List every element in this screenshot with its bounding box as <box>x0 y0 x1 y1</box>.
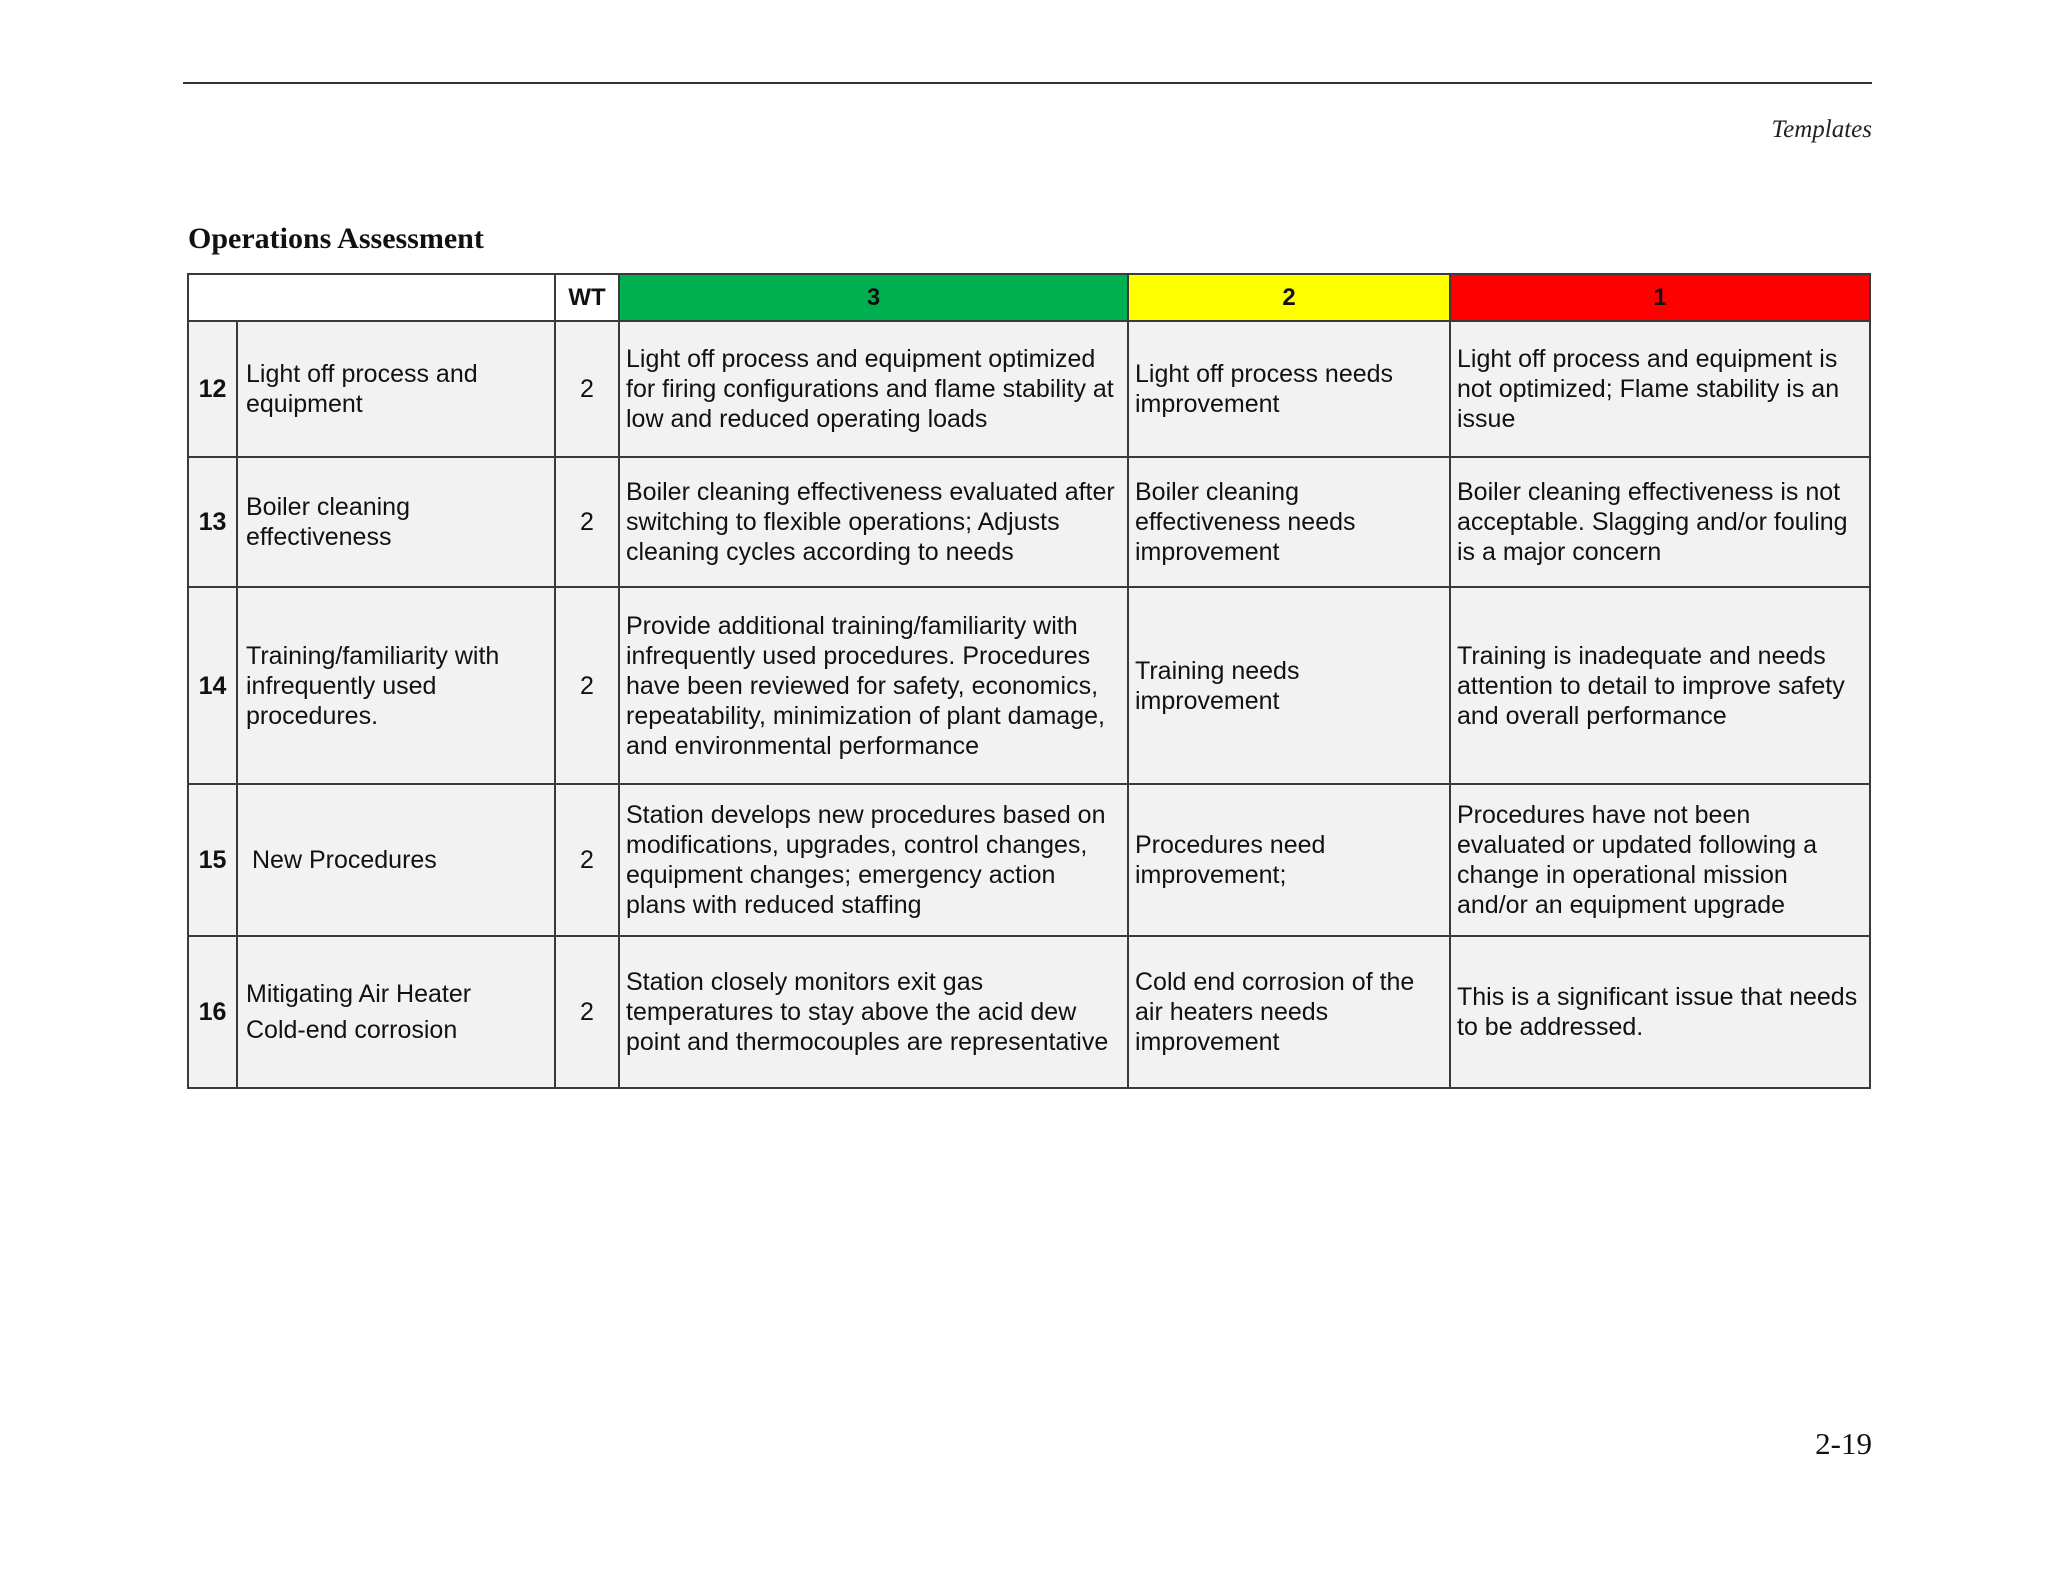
row-item: Light off process and equipment <box>237 321 555 457</box>
row-item-line-1: Mitigating Air Heater <box>246 980 472 1008</box>
row-item: Training/familiarity with infrequently used procedures. <box>237 587 555 784</box>
row-weight: 2 <box>555 587 619 784</box>
table-row <box>188 457 1870 587</box>
row-number: 14 <box>188 587 237 784</box>
operations-assessment-table <box>187 273 1871 1089</box>
row-weight: 2 <box>555 457 619 587</box>
row-score-2-text: Cold end corrosion of the air heaters needs improvement <box>1128 936 1450 1088</box>
row-score-2-text: Boiler cleaning effectiveness needs improvement <box>1128 457 1450 587</box>
page-number: 2-19 <box>1815 1426 1872 1461</box>
row-weight: 2 <box>555 784 619 936</box>
row-score-2-text: Light off process needs improvement <box>1128 321 1450 457</box>
row-score-3-text: Provide additional training/familiarity with infrequently used procedures. Procedures have been reviewed for safety, economics, repeatability, minimization of plant damage, and environmental performance <box>619 587 1128 784</box>
row-number: 15 <box>188 784 237 936</box>
row-score-3-text: Boiler cleaning effectiveness evaluated after switching to flexible operations; Adjusts cleaning cycles according to needs <box>619 457 1128 587</box>
header-wt: WT <box>555 274 619 321</box>
row-score-3-text: Station closely monitors exit gas temperatures to stay above the acid dew point and thermocouples are representative <box>619 936 1128 1088</box>
row-score-3-text: Station develops new procedures based on modifications, upgrades, control changes, equipment changes; emergency action plans with reduced staffing <box>619 784 1128 936</box>
row-weight: 2 <box>555 321 619 457</box>
row-score-3-text: Light off process and equipment optimized for firing configurations and flame stability at low and reduced operating loads <box>619 321 1128 457</box>
row-score-1-text: Boiler cleaning effectiveness is not acceptable. Slagging and/or fouling is a major concern <box>1450 457 1870 587</box>
row-score-2-text: Training needs improvement <box>1128 587 1450 784</box>
row-number: 12 <box>188 321 237 457</box>
row-weight: 2 <box>555 936 619 1088</box>
header-score-1: 1 <box>1450 274 1870 321</box>
row-item: Boiler cleaning effectiveness <box>237 457 555 587</box>
row-score-1-text: This is a significant issue that needs to be addressed. <box>1450 936 1870 1088</box>
header-blank-cell <box>188 274 555 321</box>
row-score-2-text: Procedures need improvement; <box>1128 784 1450 936</box>
table-row <box>188 587 1870 784</box>
row-score-1-text: Procedures have not been evaluated or updated following a change in operational mission and/or an equipment upgrade <box>1450 784 1870 936</box>
header-score-2: 2 <box>1128 274 1450 321</box>
table-row <box>188 936 1870 1088</box>
header-rule <box>183 82 1872 84</box>
section-title: Operations Assessment <box>188 222 484 255</box>
table-row <box>188 321 1870 457</box>
row-item: New Procedures <box>237 784 555 936</box>
row-number: 13 <box>188 457 237 587</box>
table-header-row <box>188 274 1870 321</box>
running-head: Templates <box>1771 116 1872 143</box>
header-score-3: 3 <box>619 274 1128 321</box>
table-row <box>188 784 1870 936</box>
row-item <box>237 936 555 1088</box>
row-item-line-2: Cold-end corrosion <box>246 1016 458 1044</box>
row-score-1-text: Light off process and equipment is not optimized; Flame stability is an issue <box>1450 321 1870 457</box>
row-score-1-text: Training is inadequate and needs attention to detail to improve safety and overall performance <box>1450 587 1870 784</box>
row-number: 16 <box>188 936 237 1088</box>
